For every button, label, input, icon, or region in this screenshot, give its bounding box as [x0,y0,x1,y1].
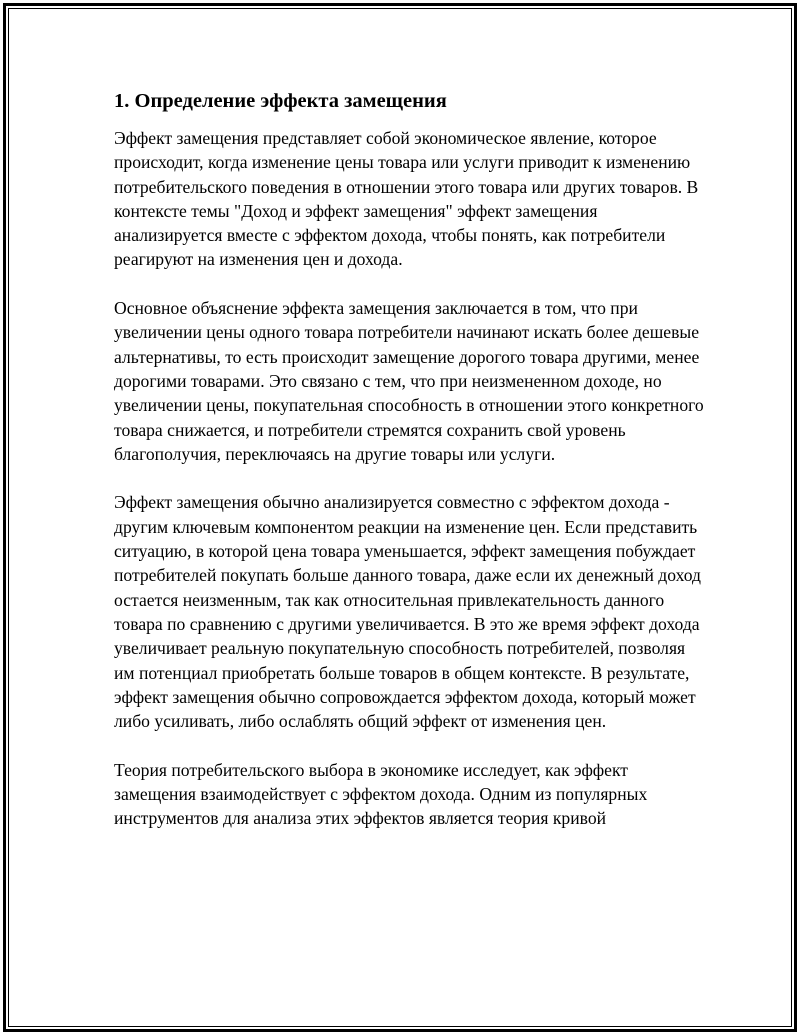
paragraph-2: Основное объяснение эффекта замещения заключается в том, что при увеличении цены одного товара потребители начинают искать более дешевые альтернативы, то есть происходит замещение дорогого товара другими, менее дорогими товарами. Это связано с тем, что при неизмененном доходе, но увеличении цены, покупательная способность в отношении этого конкретного товара снижается, и потребители стремятся сохранить свой уровень благополучия, переключаясь на другие товары или услуги. [114,298,704,464]
paragraph-4: Теория потребительского выбора в экономике исследует, как эффект замещения взаимодействует с эффектом дохода. Одним из популярных инструментов для анализа этих эффектов является теория кривой [114,759,648,829]
paragraph-3: Эффект замещения обычно анализируется совместно с эффектом дохода - другим ключевым компонентом реакции на изменение цен. Если представить ситуацию, в которой цена товара уменьшается, эффект замещения побуждает потребителей покупать больше данного товара, даже если их денежный доход остается неизменным, так как относительная привлекательность данного товара по сравнению с другими увеличивается. В это же время эффект дохода увеличивает реальную покупательную способность потребителей, позволяя им потенциал приобретать больше товаров в общем контексте. В результате, эффект замещения обычно сопровождается эффектом дохода, который может либо усиливать, либо ослаблять общий эффект от изменения цен. [114,492,701,732]
paragraph-1: Эффект замещения представляет собой экономическое явление, которое происходит, когда изменение цены товара или услуги приводит к изменению потребительского поведения в отношении этого товара или других товаров. В контексте темы "Доход и эффект замещения" эффект замещения анализируется вместе с эффектом дохода, чтобы понять, как потребители реагируют на изменения цен и дохода. [114,128,699,270]
document-body [114,88,704,855]
section-heading: 1. Определение эффекта замещения [114,90,447,112]
